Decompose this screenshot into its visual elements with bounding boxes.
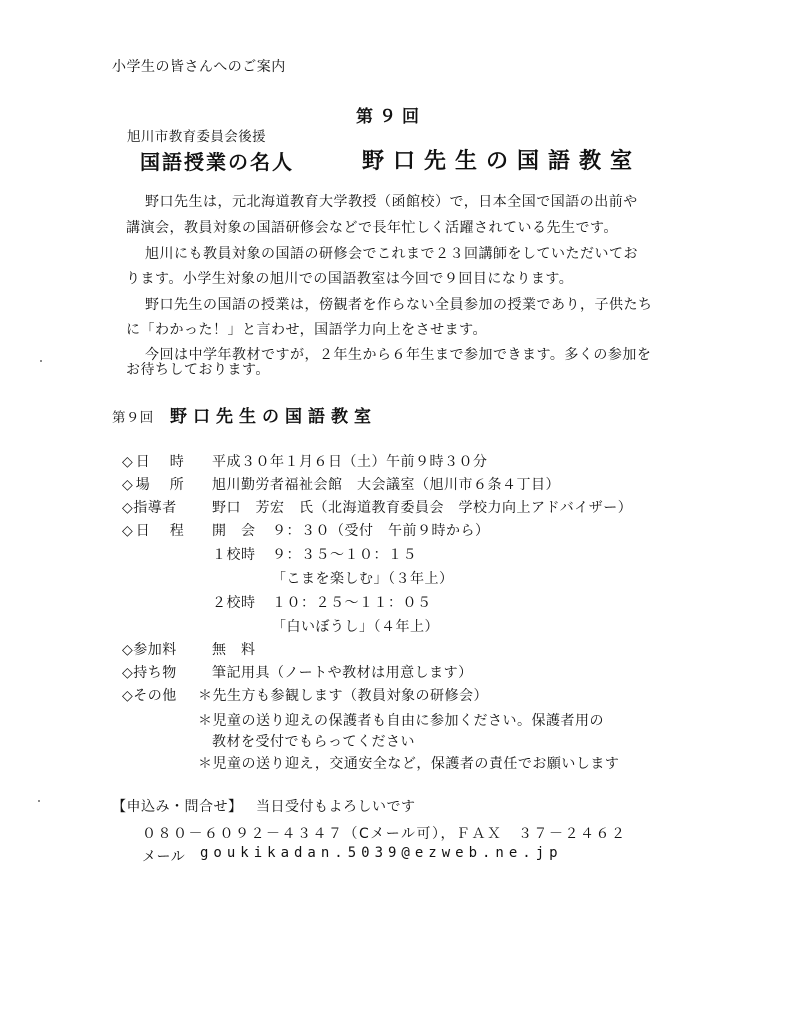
place-label: ◇場 所 bbox=[122, 477, 187, 493]
other-note-parents: ＊児童の送り迎えの保護者も自由に参加ください。保護者用の bbox=[198, 713, 604, 729]
date-value: 平成３０年１月６日（土）午前９時３０分 bbox=[212, 454, 488, 470]
section-edition: 第９回 bbox=[112, 410, 154, 426]
bring-value: 筆記用具（ノートや教材は用意します） bbox=[212, 665, 473, 681]
intro-line: 野口先生の国語の授業は，傍観者を作らない全員参加の授業であり，子供たち bbox=[145, 297, 653, 313]
section-title: 野口先生の国語教室 bbox=[170, 407, 377, 427]
schedule-label: ◇日 程 bbox=[122, 523, 187, 539]
opening-label: 開 会 bbox=[212, 523, 256, 539]
edition-heading: 第９回 bbox=[356, 107, 425, 127]
intro-line: 講演会，教員対象の国語研修会などで長年忙しく活躍されている先生です。 bbox=[126, 220, 618, 236]
other-note-teachers: ＊先生方も参観します（教員対象の研修会） bbox=[198, 688, 488, 704]
title-prefix: 国語授業の名人 bbox=[140, 150, 294, 174]
period2-time: １０：２５～１１：０５ bbox=[272, 595, 432, 611]
bring-label: ◇持ち物 bbox=[122, 665, 177, 681]
other-label: ◇その他 bbox=[122, 688, 177, 704]
intro-line: 野口先生は，元北海道教育大学教授（函館校）で，日本全国で国語の出前や bbox=[145, 194, 638, 210]
period1-label: １校時 bbox=[212, 547, 256, 563]
place-value: 旭川勤労者福祉会館 大会議室（旭川市６条４丁目） bbox=[212, 477, 560, 493]
instructor-value: 野口 芳宏 氏（北海道教育委員会 学校力向上アドバイザー） bbox=[212, 500, 633, 516]
other-note-parents-cont: 教材を受付でもらってください bbox=[212, 734, 415, 750]
mail-address: goukikadan.5039@ezweb.ne.jp bbox=[200, 845, 563, 861]
fee-label: ◇参加料 bbox=[122, 642, 177, 658]
scan-speck bbox=[40, 360, 42, 362]
intro-line: 今回は中学年教材ですが，２年生から６年生まで参加できます。多くの参加を bbox=[145, 347, 652, 363]
greeting: 小学生の皆さんへのご案内 bbox=[112, 59, 286, 75]
period2-label: ２校時 bbox=[212, 595, 256, 611]
opening-value: ９：３０（受付 午前９時から） bbox=[272, 523, 490, 539]
sponsor-text: 旭川市教育委員会後援 bbox=[127, 129, 266, 145]
period1-time: ９：３５～１０：１５ bbox=[272, 547, 417, 563]
mail-label: メール bbox=[142, 849, 186, 865]
contact-note: 当日受付もよろしいです bbox=[256, 799, 416, 815]
fee-value: 無 料 bbox=[212, 642, 256, 658]
phone-fax: ０８０－６０９２－４３４７（Cメール可），ＦＡＸ ３７－２４６２ bbox=[142, 826, 627, 842]
intro-line: 旭川にも教員対象の国語の研修会でこれまで２３回講師をしていただいてお bbox=[145, 246, 638, 262]
period1-material: 「こまを楽しむ」（３年上） bbox=[272, 571, 454, 587]
contact-label: 【申込み・問合せ】 bbox=[112, 799, 243, 815]
intro-line: ります。小学生対象の旭川での国語教室は今回で９回目になります。 bbox=[126, 271, 574, 287]
intro-line: に「わかった！」と言わせ，国語学力向上をさせます。 bbox=[126, 322, 487, 338]
page-title: 野口先生の国語教室 bbox=[362, 149, 642, 174]
date-label: ◇日 時 bbox=[122, 454, 187, 470]
intro-line: お待ちしております。 bbox=[126, 362, 270, 378]
scan-speck bbox=[38, 800, 40, 802]
other-note-safety: ＊児童の送り迎え，交通安全など，保護者の責任でお願いします bbox=[198, 756, 620, 772]
period2-material: 「白いぼうし」（４年上） bbox=[272, 619, 439, 635]
instructor-label: ◇指導者 bbox=[122, 500, 177, 516]
